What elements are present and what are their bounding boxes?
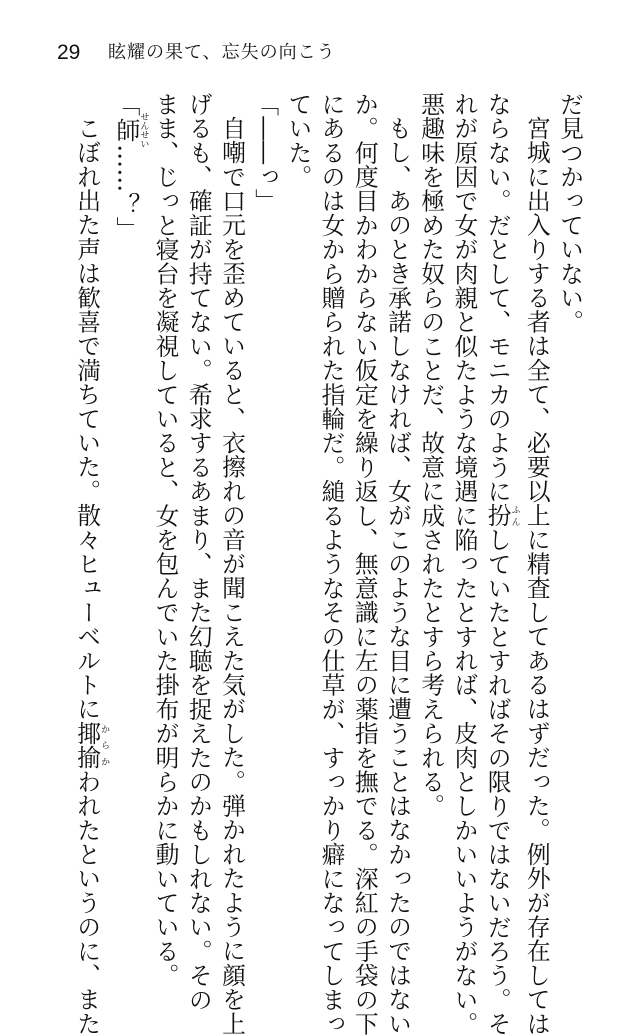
text-line: れが原因で女が肉親と似たような境遇に陥ったとすれば、皮肉としかいいようがない。 [450,92,479,1036]
text-segment: していたとすればその限りではないだろう。そ [483,527,512,1036]
ruby-base: 揶揄 [73,720,102,770]
text-segment: 「 [112,92,141,117]
text-line: まま、じっと寝台を凝視していると、女を包んでいた掛布が明らかに動いている。 [151,92,180,988]
text-line: 悪趣味を極めた奴らのことだ、故意に成されたとすら考えられる。 [417,92,446,818]
text-segment: ……？」 [112,144,141,241]
text-line [480,92,520,1036]
text-line: もし、あのとき承諾しなければ、女がこのような目に遭うことはなかったのではない [383,115,412,1036]
text-line: 自嘲で口元を歪めていると、衣擦れの音が聞こえた気がした。弾かれたように顔を上 [217,115,246,1036]
body-text [46,92,586,1036]
ruby-base: 師 [112,112,141,149]
text-line: か。何度目かわからない仮定を繰り返し、無意識に左の薬指を撫でる。深紅の手袋の下 [350,92,379,1036]
text-line [70,92,110,1036]
text-line: にあるのは女から贈られた指輪だ。縋るようなその仕草が、すっかり癖になってしまっ [317,92,346,1036]
text-line [109,92,148,852]
text-line: 宮城に出入りする者は全て、必要以上に精査してあるはずだった。例外が存在しては [522,115,551,1036]
text-segment: こぼれ出た声は歓喜で満ちていた。散々ヒューベルトに [73,115,102,721]
ruby-reading: ふん [509,503,520,528]
ruby-text [73,720,110,770]
text-line: 「――っ」 [251,92,280,213]
text-line: だ見つかっていない。 [556,92,584,334]
text-line: ていた。 [284,92,313,189]
text-segment: ならない。だとして、モニカのように [483,92,512,504]
text-segment: われたというのに、また [73,769,102,1036]
running-title: 眩耀の果て、忘失の向こう [108,42,336,63]
ruby-text [112,112,149,149]
text-line: げるも、確証が持てない。希求するあまり、また幻聴を捉えたのかもしれない。その [184,92,213,1012]
page-number: 29 [57,41,81,64]
ruby-text [483,503,520,528]
ruby-reading: せんせい [138,112,149,149]
ruby-base: 扮 [483,503,512,528]
ruby-reading: からか [99,720,110,770]
